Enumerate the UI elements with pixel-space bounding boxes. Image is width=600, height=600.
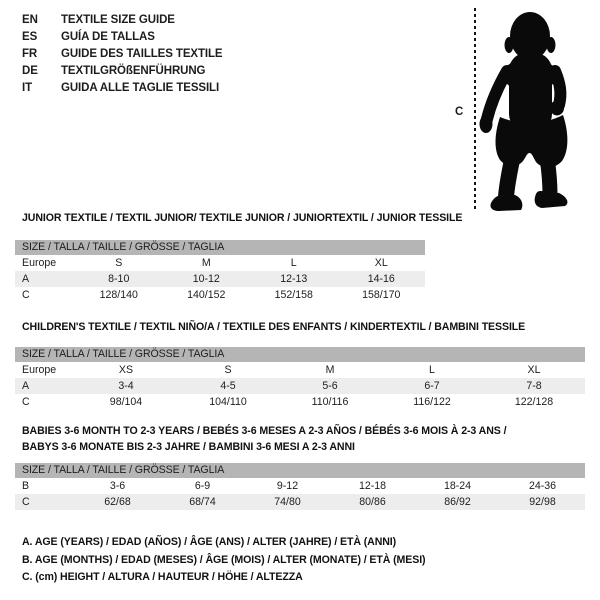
language-code: IT (22, 81, 33, 94)
size-header-bar: SIZE / TALLA / TAILLE / GRÖSSE / TAGLIA (15, 463, 585, 478)
table-rows (15, 362, 585, 410)
row-label: Europe (22, 257, 57, 269)
table-cell: 158/170 (362, 289, 401, 301)
babies-table-title-line2: BABYS 3-6 MONATE BIS 2-3 JAHRE / BAMBINI 3-6 MESI A 2-3 ANNI (22, 440, 355, 453)
footnote-age-months: B. AGE (MONTHS) / EDAD (MESES) / ÂGE (MOIS) / ALTER (MONATE) / ETÀ (MESI) (22, 553, 426, 566)
table-cell: 86/92 (444, 496, 471, 508)
language-row (22, 79, 223, 96)
table-cell: 10-12 (192, 273, 220, 285)
table-cell: M (201, 257, 211, 269)
table-row (15, 287, 425, 303)
language-code: DE (22, 64, 38, 77)
table-cell: XL (374, 257, 388, 269)
table-cell: M (325, 364, 335, 376)
language-code: ES (22, 30, 38, 43)
table-cell: XS (118, 364, 134, 376)
row-label: C (22, 496, 30, 508)
babies-table-title (22, 424, 506, 455)
language-label: GUIDA ALLE TAGLIE TESSILI (61, 81, 220, 94)
table-row (15, 394, 585, 410)
junior-table-title: JUNIOR TEXTILE / TEXTIL JUNIOR/ TEXTILE JUNIOR / JUNIORTEXTIL / JUNIOR TESSILE (22, 212, 463, 224)
row-label: C (22, 396, 30, 408)
language-row (22, 11, 223, 28)
table-cell: L (429, 364, 435, 376)
size-header-bar: SIZE / TALLA / TAILLE / GRÖSSE / TAGLIA (15, 240, 425, 255)
table-cell: 24-36 (528, 480, 557, 492)
language-row (22, 45, 223, 62)
language-row (22, 28, 223, 45)
table-cell: 6-7 (424, 380, 440, 392)
table-cell: 92/98 (529, 496, 556, 508)
table-cell: XL (527, 364, 541, 376)
junior-size-table (15, 240, 425, 303)
size-header-bar: SIZE / TALLA / TAILLE / GRÖSSE / TAGLIA (15, 347, 585, 362)
footnote-height: C. (cm) HEIGHT / ALTURA / HAUTEUR / HÖHE / ALTEZZA (22, 571, 303, 583)
table-cell: 62/68 (104, 496, 131, 508)
table-rows (15, 255, 425, 303)
table-cell: 6-9 (194, 480, 211, 492)
babies-size-table (15, 463, 585, 510)
table-cell: 8-10 (108, 273, 130, 285)
table-cell: 9-12 (276, 480, 299, 492)
table-row (15, 255, 425, 271)
children-size-table (15, 347, 585, 410)
table-cell: 5-6 (322, 380, 338, 392)
table-cell: 68/74 (189, 496, 216, 508)
language-list (22, 11, 223, 96)
table-cell: 104/110 (209, 396, 247, 408)
table-row (15, 378, 585, 394)
table-cell: 4-5 (220, 380, 236, 392)
row-label: C (22, 289, 30, 301)
row-label: B (22, 480, 30, 492)
table-cell: 74/80 (274, 496, 301, 508)
footnotes (22, 534, 426, 587)
table-cell: S (224, 364, 232, 376)
height-measure-label: C (455, 106, 464, 118)
table-row (15, 362, 585, 378)
language-label: GUIDE DES TAILLES TEXTILE (61, 47, 223, 60)
language-code: EN (22, 13, 38, 26)
language-row (22, 62, 223, 79)
table-row (15, 271, 425, 287)
table-cell: 3-4 (118, 380, 134, 392)
table-cell: 110/116 (311, 396, 349, 408)
table-cell: 12-18 (358, 480, 387, 492)
row-label: A (22, 380, 30, 392)
row-label: Europe (22, 364, 57, 376)
language-code: FR (22, 47, 38, 60)
table-cell: 140/152 (187, 289, 226, 301)
language-label: TEXTILGRÖßENFÜHRUNG (61, 64, 206, 77)
table-cell: L (290, 257, 297, 269)
table-cell: 116/122 (413, 396, 451, 408)
table-cell: 80/86 (359, 496, 386, 508)
table-cell: 98/104 (109, 396, 143, 408)
height-measure-line (474, 8, 476, 209)
row-label: A (22, 273, 30, 285)
table-row (15, 478, 585, 494)
baby-silhouette-icon (479, 5, 597, 215)
baby-figure (452, 5, 598, 217)
table-cell: 128/140 (99, 289, 138, 301)
children-table-title: CHILDREN'S TEXTILE / TEXTIL NIÑO/A / TEXTILE DES ENFANTS / KINDERTEXTIL / BAMBINI TESSILE (22, 321, 526, 333)
table-rows (15, 478, 585, 510)
table-cell: 18-24 (443, 480, 472, 492)
language-label: GUÍA DE TALLAS (61, 30, 155, 43)
table-cell: 3-6 (109, 480, 126, 492)
table-cell: 12-13 (280, 273, 308, 285)
table-cell: 122/128 (514, 396, 554, 408)
table-cell: 14-16 (367, 273, 395, 285)
footnote-age-years: A. AGE (YEARS) / EDAD (AÑOS) / ÂGE (ANS) / ALTER (JAHRE) / ETÀ (ANNI) (22, 536, 397, 548)
table-cell: 152/158 (274, 289, 313, 301)
table-row (15, 494, 585, 510)
babies-table-title-line1: BABIES 3-6 MONTH TO 2-3 YEARS / BEBÉS 3-6 MESES A 2-3 AÑOS / BÉBÉS 3-6 MOIS À 2-3 ANS / (22, 425, 507, 437)
table-cell: 7-8 (526, 380, 542, 392)
language-label: TEXTILE SIZE GUIDE (61, 13, 175, 26)
table-cell: S (115, 257, 123, 269)
